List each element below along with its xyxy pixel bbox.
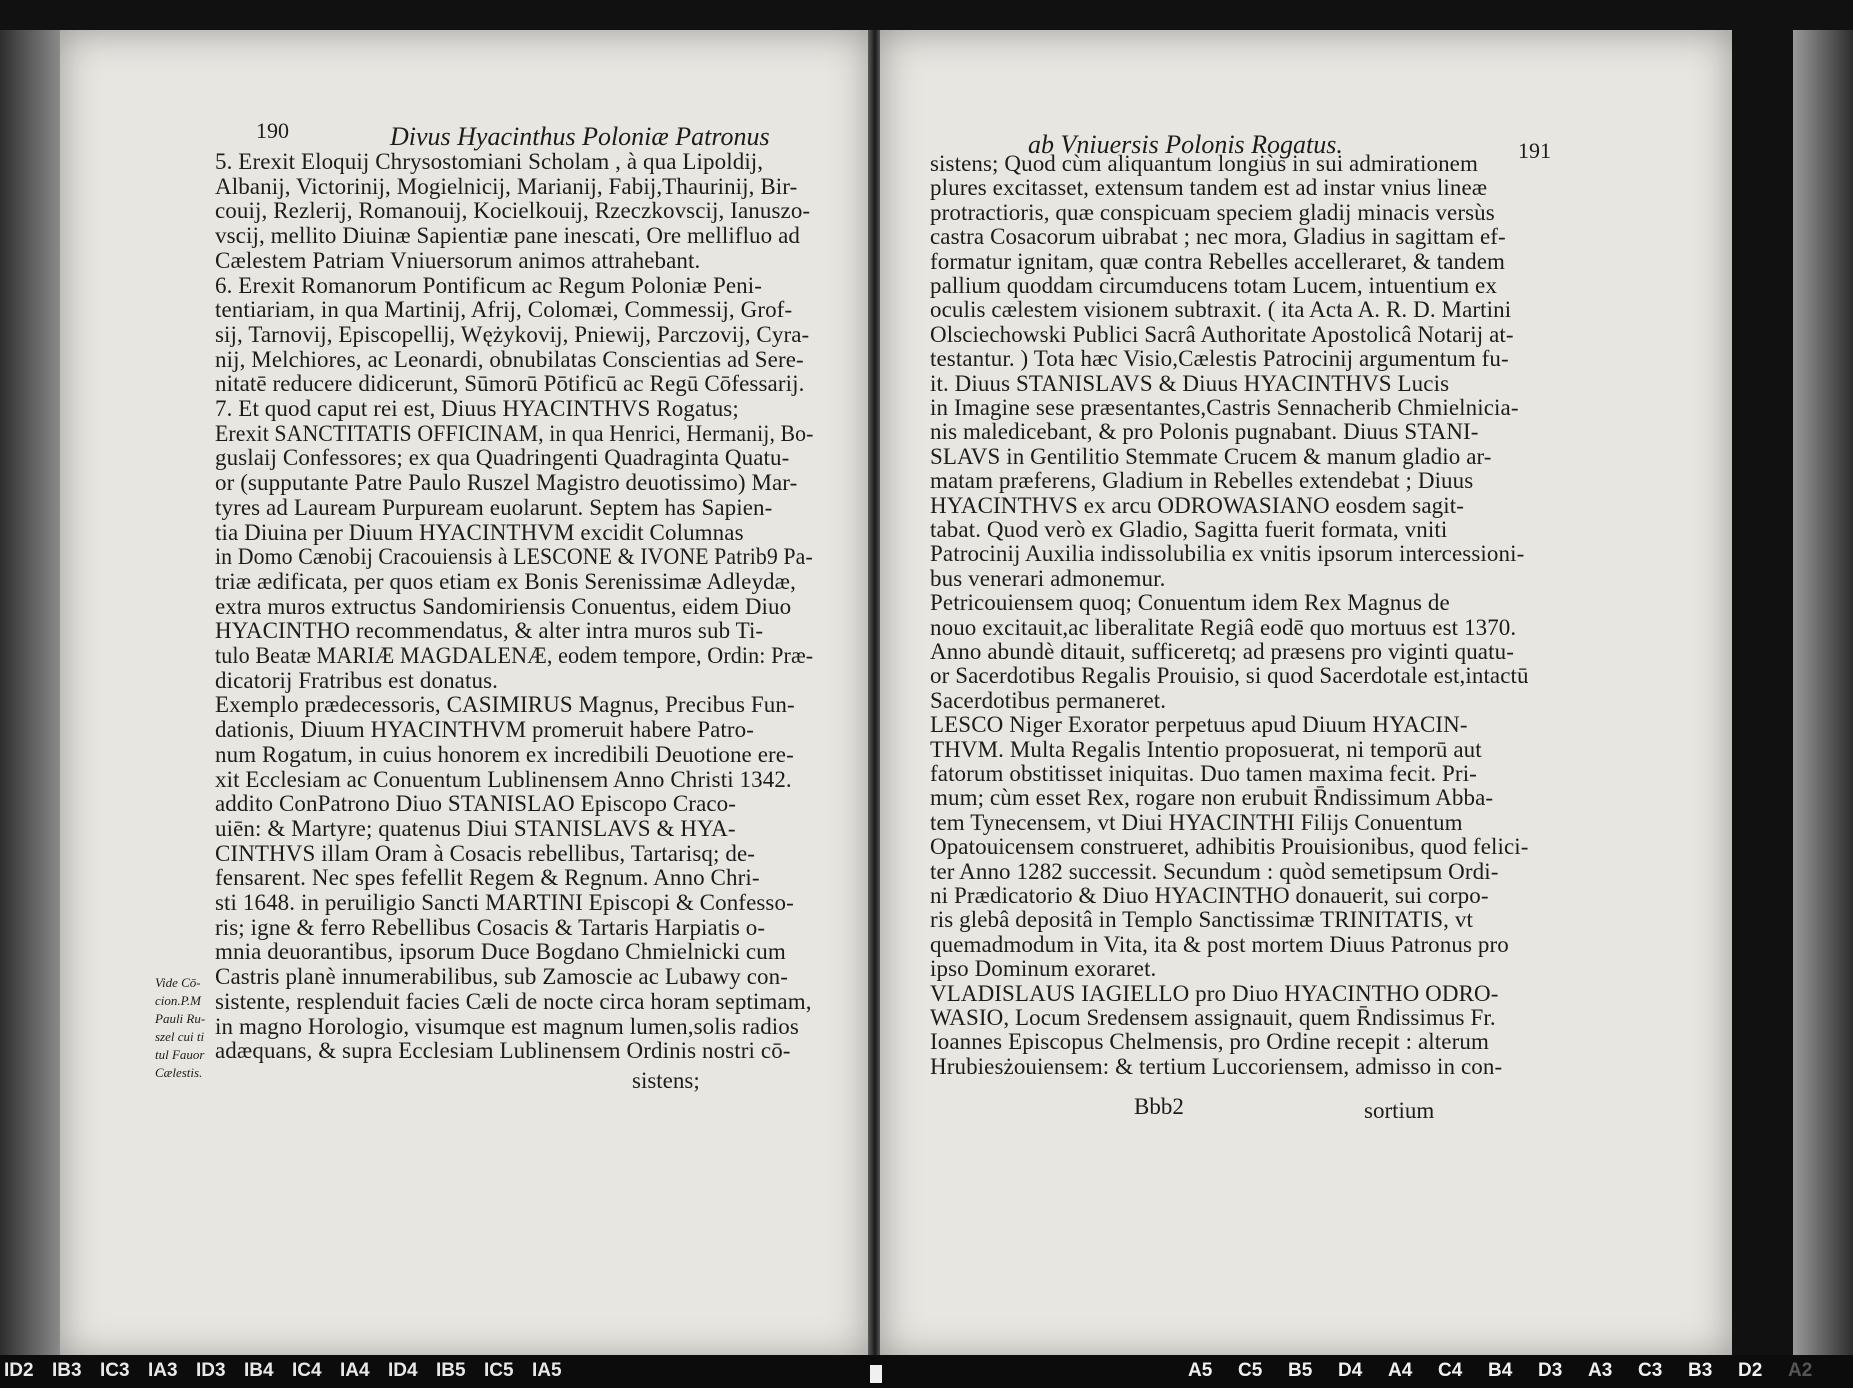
frame-label-left-8: IA4 — [340, 1360, 370, 1381]
right-page-number: 191 — [1518, 138, 1551, 163]
left-line-12: Erexit SANCTITATIS OFFICINAM, in qua Henrici, Hermanij, Bo- — [215, 420, 814, 446]
right-line-4: castra Cosacorum uibrabat ; nec mora, Gladius in sagittam ef- — [930, 224, 1506, 250]
left-line-19: extra muros extructus Sandomiriensis Conuentus, eidem Diuo — [215, 593, 792, 619]
right-book-edge — [1793, 30, 1853, 1360]
left-line-21: tulo Beatæ MARIÆ MAGDALENÆ, eodem tempore, Ordin: Præ- — [215, 643, 814, 668]
left-line-10: nitatē reducere didicerunt, Sūmorū Pōtificū ac Regū Cōfessarij. — [215, 371, 805, 397]
frame-label-right-6: C4 — [1438, 1360, 1463, 1381]
left-line-5: Cælestem Patriam Vniuersorum animos attrahebant. — [215, 247, 701, 273]
marginal-note-line-1: Vide Cō- — [155, 975, 201, 990]
right-page — [880, 30, 1732, 1360]
right-line-8: Olsciechowski Publici Sacrâ Authoritate Apostolicâ Notarij at- — [930, 321, 1514, 347]
left-page — [60, 30, 870, 1360]
left-line-8: sij, Tarnovij, Episcopellij, Wężykovij, Pniewij, Parczovij, Cyra- — [215, 321, 810, 347]
marginal-note-line-5: tul Fauor — [155, 1047, 205, 1062]
left-line-33: mnia deuorantibus, ipsorum Duce Bogdano Chmielnicki cum — [215, 939, 786, 965]
left-line-4: vscij, mellito Diuinæ Sapientiæ pane inescati, Ore mellifluo ad — [215, 223, 801, 249]
frame-label-right-1: A5 — [1188, 1360, 1213, 1381]
left-line-16: tia Diuina per Diuum HYACINTHVM excidit Columnas — [215, 519, 744, 545]
frame-label-left-4: IA3 — [148, 1360, 178, 1381]
right-line-11: in Imagine sese præsentantes,Castris Sennacherib Chmielnicia- — [930, 395, 1519, 420]
left-line-15: tyres ad Lauream Purpuream euolarunt. Septem has Sapien- — [215, 494, 773, 520]
frame-label-right-4: D4 — [1338, 1360, 1363, 1381]
right-line-34: ipso Dominum exoraret. — [930, 956, 1157, 982]
left-line-31: sti 1648. in peruiligio Sancti MARTINI Episcopi & Confesso- — [215, 890, 794, 915]
right-line-24: LESCO Niger Exorator perpetuus apud Diuum HYACIN- — [930, 712, 1468, 738]
frame-label-left-2: IB3 — [52, 1360, 82, 1381]
frame-label-right-8: D3 — [1538, 1360, 1563, 1381]
left-line-3: couij, Rezlerij, Romanouij, Kocielkouij, Rzeczkovscij, Ianuszo- — [215, 198, 811, 224]
left-line-34: Castris planè innumerabilibus, sub Zamoscie ac Lubawy con- — [215, 964, 788, 990]
left-line-14: or (supputante Patre Paulo Ruszel Magistro deuotissimo) Mar- — [215, 470, 798, 496]
right-line-23: Sacerdotibus permaneret. — [930, 687, 1167, 713]
right-line-10: it. Diuus STANISLAVS & Diuus HYACINTHVS Lucis — [930, 370, 1450, 396]
right-line-1: sistens; Quod cùm aliquantum longiùs in sui admirationem — [930, 151, 1478, 176]
left-page-number: 190 — [256, 118, 289, 143]
left-line-25: num Rogatum, in cuius honorem ex incredibili Deuotione ere- — [215, 741, 794, 767]
right-running-head: ab Vniuersis Polonis Rogatus. — [1028, 130, 1343, 159]
left-line-7: tentiariam, in qua Martinij, Afrij, Colomæi, Commessij, Grof- — [215, 297, 793, 323]
left-line-17: in Domo Cænobij Cracouiensis à LESCONE & IVONE Patrib9 Pa- — [215, 544, 813, 570]
left-line-22: dicatorij Fratribus est donatus. — [215, 667, 498, 693]
right-line-13: SLAVS in Gentilitio Stemmate Crucem & manum gladio ar- — [930, 443, 1492, 469]
left-running-head: Divus Hyacinthus Poloniæ Patronus — [390, 122, 770, 151]
frame-label-right-12: D2 — [1738, 1360, 1763, 1381]
right-line-3: protractioris, quæ conspicuam speciem gladij minacis versùs — [930, 199, 1495, 225]
right-line-22: or Sacerdotibus Regalis Prouisio, si quod Sacerdotale est,intactū — [930, 663, 1529, 689]
frame-label-right-10: C3 — [1638, 1360, 1663, 1381]
marginal-note-line-4: szel cui ti — [155, 1029, 205, 1044]
right-line-31: ni Prædicatorio & Diuo HYACINTHO donauerit, sui corpo- — [930, 883, 1489, 908]
left-line-9: nij, Melchiores, ac Leonardi, obnubilatas Conscientias ad Sere- — [215, 346, 804, 372]
frame-label-left-6: IB4 — [244, 1360, 274, 1381]
left-line-35: sistente, resplenduit facies Cæli de nocte circa horam septimam, — [215, 988, 812, 1014]
frame-label-left-12: IA5 — [532, 1360, 562, 1381]
frame-label-left-10: IB5 — [436, 1360, 466, 1381]
right-line-18: bus venerari admonemur. — [930, 565, 1166, 591]
right-line-9: testantur. ) Tota hæc Visio,Cælestis Patrocinij argumentum fu- — [930, 346, 1509, 372]
right-line-27: mum; cùm esset Rex, rogare non erubuit R̄ndissimum Abba- — [930, 785, 1494, 811]
left-line-26: xit Ecclesiam ac Conuentum Lublinensem Anno Christi 1342. — [215, 766, 792, 792]
right-line-32: ris glebâ depositâ in Templo Sanctissimæ TRINITATIS, vt — [930, 907, 1473, 933]
right-line-16: tabat. Quod verò ex Gladio, Sagitta fuerit formata, vniti — [930, 517, 1448, 542]
left-line-29: CINTHVS illam Oram à Cosacis rebellibus, Tartarisq; de- — [215, 840, 756, 866]
frame-label-right-3: B5 — [1288, 1360, 1313, 1381]
right-line-30: ter Anno 1282 successit. Secundum : quòd semetipsum Ordi- — [930, 858, 1499, 884]
left-line-28: uiēn: & Martyre; quatenus Diui STANISLAVS & HYA- — [215, 815, 736, 841]
left-line-2: Albanij, Victorinij, Mogielnicij, Marianij, Fabij,Thaurinij, Bir- — [215, 173, 798, 199]
right-line-38: Hrubiesżouiensem: & tertium Luccoriensem, admisso in con- — [930, 1053, 1503, 1079]
film-frame-strip — [0, 1355, 1853, 1388]
right-line-6: pallium quoddam circumducens totam Lucem, intuentium ex — [930, 273, 1497, 298]
frame-label-left-5: ID3 — [196, 1360, 226, 1381]
right-line-5: formatur ignitam, quæ contra Rebelles accelleraret, & tandem — [930, 248, 1506, 274]
left-line-36: in magno Horologio, visumque est magnum lumen,solis radios — [215, 1013, 799, 1039]
left-line-1: 5. Erexit Eloquij Chrysostomiani Scholam , à qua Lipoldij, — [215, 149, 764, 174]
left-line-30: fensarent. Nec spes fefellit Regem & Regnum. Anno Chri- — [215, 865, 760, 891]
frame-label-left-9: ID4 — [388, 1360, 418, 1381]
right-line-2: plures excitasset, extensum tandem est ad instar vnius lineæ — [930, 175, 1488, 201]
frame-label-right-5: A4 — [1388, 1360, 1413, 1381]
frame-label-right-11: B3 — [1688, 1360, 1713, 1381]
right-line-20: nouo excitauit,ac liberalitate Regiâ eodē quo mortuus est 1370. — [930, 614, 1517, 640]
right-line-29: Opatouicensem construeret, adhibitis Prouisionibus, quod felici- — [930, 834, 1529, 860]
frame-label-right-9: A3 — [1588, 1360, 1613, 1381]
right-line-12: nis maledicebant, & pro Polonis pugnabant. Diuus STANI- — [930, 419, 1479, 445]
right-line-37: Ioannes Episcopus Chelmensis, pro Ordine recepit : alterum — [930, 1029, 1489, 1055]
left-line-6: 6. Erexit Romanorum Pontificum ac Regum Poloniæ Peni- — [215, 272, 763, 298]
right-catchword: sortium — [1364, 1098, 1435, 1123]
frame-label-right-13: A2 — [1788, 1360, 1813, 1381]
right-line-28: tem Tynecensem, vt Diui HYACINTHI Filijs Conuentum — [930, 809, 1463, 835]
frame-label-left-3: IC3 — [100, 1360, 130, 1381]
frame-label-right-7: B4 — [1488, 1360, 1513, 1381]
left-line-37: adæquans, & supra Ecclesiam Lublinensem Ordinis nostri cō- — [215, 1038, 791, 1064]
left-line-23: Exemplo prædecessoris, CASIMIRUS Magnus, Precibus Fun- — [215, 692, 795, 718]
right-line-35: VLADISLAUS IAGIELLO pro Diuo HYACINTHO ODRO- — [930, 980, 1499, 1006]
left-line-27: addito ConPatrono Diuo STANISLAO Episcopo Craco- — [215, 791, 737, 817]
right-line-33: quemadmodum in Vita, ita & post mortem Diuus Patronus pro — [930, 931, 1509, 957]
marginal-note-line-6: Cælestis. — [155, 1065, 203, 1080]
frame-label-left-7: IC4 — [292, 1360, 322, 1381]
left-line-20: HYACINTHO recommendatus, & alter intra muros sub Ti- — [215, 618, 764, 644]
right-line-36: WASIO, Locum Sredensem assignauit, quem R̄ndissimus Fr. — [930, 1005, 1496, 1030]
left-line-11: 7. Et quod caput rei est, Diuus HYACINTHVS Rogatus; — [215, 396, 739, 421]
marginal-note-line-2: cion.P.M — [155, 993, 201, 1008]
right-line-17: Patrocinij Auxilia indissolubilia ex vnitis ipsorum intercessioni- — [930, 541, 1525, 567]
right-line-19: Petricouiensem quoq; Conuentum idem Rex Magnus de — [930, 590, 1450, 616]
left-line-32: ris; igne & ferro Rebellibus Cosacis & Tartaris Harpiatis o- — [215, 914, 766, 940]
right-line-26: fatorum obstitisset iniquitas. Duo tamen maxima fecit. Pri- — [930, 761, 1477, 786]
signature-mark: Bbb2 — [1134, 1094, 1184, 1119]
frame-center-mark — [870, 1365, 882, 1383]
frame-label-left-11: IC5 — [484, 1360, 514, 1381]
frame-label-left-1: ID2 — [4, 1360, 34, 1381]
left-line-24: dationis, Diuum HYACINTHVM promeruit habere Patro- — [215, 717, 755, 743]
left-line-18: triæ ædificata, per quos etiam ex Bonis Serenissimæ Adleydæ, — [215, 568, 796, 594]
right-line-25: THVM. Multa Regalis Intentio proposuerat, ni temporū aut — [930, 736, 1482, 762]
right-line-7: oculis cælestem visionem subtraxit. ( ita Acta A. R. D. Martini — [930, 297, 1512, 323]
frame-label-right-2: C5 — [1238, 1360, 1263, 1381]
right-line-15: HYACINTHVS ex arcu ODROWASIANO eosdem sagit- — [930, 492, 1464, 518]
right-line-21: Anno abundè ditauit, sufficeretq; ad præsens pro viginti quatu- — [930, 639, 1514, 664]
marginal-note-line-3: Pauli Ru- — [155, 1011, 206, 1026]
right-line-14: matam præferens, Gladium in Rebelles extendebat ; Diuus — [930, 468, 1474, 494]
left-catchword: sistens; — [632, 1068, 700, 1093]
left-book-edge — [0, 30, 60, 1360]
left-line-13: guslaij Confessores; ex qua Quadringenti Quadraginta Quatu- — [215, 445, 790, 471]
